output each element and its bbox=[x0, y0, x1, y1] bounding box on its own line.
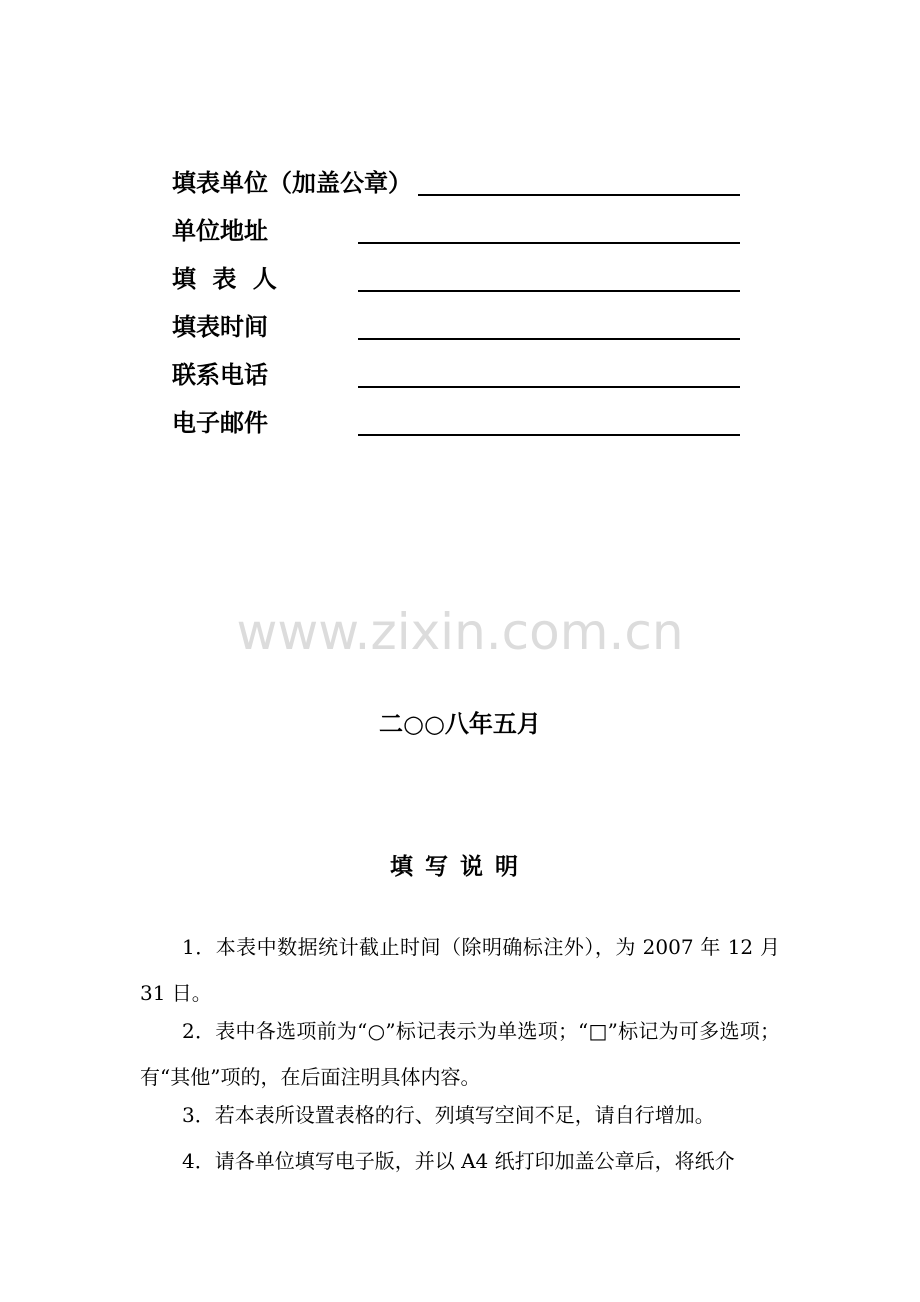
field-line-phone[interactable] bbox=[358, 386, 740, 388]
field-line-email[interactable] bbox=[358, 434, 740, 436]
field-line-filler[interactable] bbox=[358, 290, 740, 292]
field-label-email: 电子邮件 bbox=[172, 409, 268, 437]
field-row-unit bbox=[172, 168, 742, 198]
instruction-item-4: 4．请各单位填写电子版，并以 A4 纸打印加盖公章后，将纸介 bbox=[182, 1149, 735, 1173]
instruction-item-1: 1．本表中数据统计截止时间（除明确标注外），为 2007 年 12 月 31 日。 bbox=[140, 935, 780, 1005]
field-row-filler bbox=[172, 264, 742, 294]
field-label-phone: 联系电话 bbox=[172, 361, 268, 389]
field-label-unit: 填表单位（加盖公章） bbox=[172, 169, 412, 197]
instruction-item-2: 2．表中各选项前为“○”标记表示为单选项；“□”标记为可多选项；有“其他”项的，在后面注明具体内容。 bbox=[140, 1019, 780, 1089]
field-label-time: 填表时间 bbox=[172, 313, 268, 341]
watermark: www.zixin.com.cn bbox=[236, 603, 684, 661]
field-line-address[interactable] bbox=[358, 242, 740, 244]
field-label-address: 单位地址 bbox=[172, 217, 268, 245]
field-line-time[interactable] bbox=[358, 338, 740, 340]
field-label-filler: 填 表 人 bbox=[172, 265, 281, 293]
instructions-title: 填写说明 bbox=[390, 854, 530, 880]
field-row-phone bbox=[172, 360, 742, 390]
field-row-address bbox=[172, 216, 742, 246]
document-date: 二○○八年五月 bbox=[379, 710, 541, 738]
field-row-time bbox=[172, 312, 742, 342]
instruction-item-3: 3．若本表所设置表格的行、列填写空间不足，请自行增加。 bbox=[182, 1103, 715, 1127]
field-row-email bbox=[172, 408, 742, 438]
field-line-unit[interactable] bbox=[418, 194, 740, 196]
